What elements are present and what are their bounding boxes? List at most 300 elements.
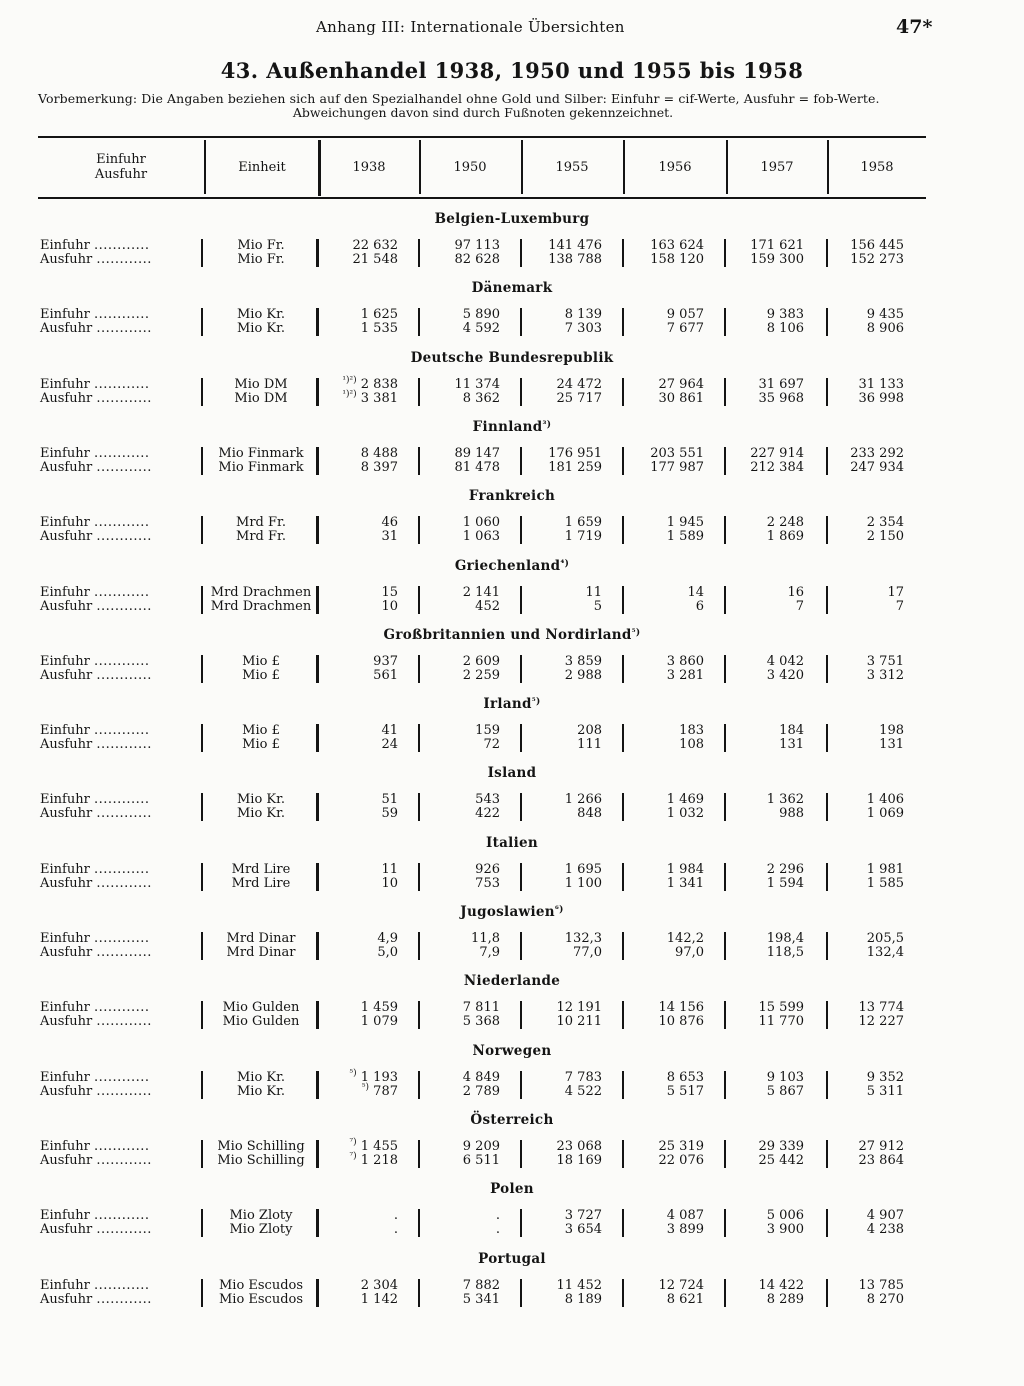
value-text: 3 899 bbox=[666, 1222, 704, 1238]
value-text: 198,4 bbox=[766, 931, 804, 946]
value-cell bbox=[728, 877, 804, 891]
country-block bbox=[0, 419, 1024, 489]
leader-dots: ............ bbox=[96, 390, 152, 406]
column-bar bbox=[520, 308, 522, 336]
import-row bbox=[0, 1001, 1024, 1015]
value-cell bbox=[522, 946, 602, 960]
value-cell bbox=[522, 1154, 602, 1168]
value-text: 8 362 bbox=[462, 390, 500, 406]
value-text: 3 751 bbox=[866, 653, 904, 669]
value-text: 25 717 bbox=[556, 390, 602, 406]
value-text: 8 139 bbox=[564, 307, 602, 323]
value-cell bbox=[420, 946, 500, 960]
value-cell bbox=[420, 253, 500, 267]
value-text: 2 248 bbox=[766, 515, 804, 531]
column-bar bbox=[826, 1279, 828, 1307]
country-name bbox=[0, 350, 1024, 366]
export-label-text: Ausfuhr bbox=[40, 737, 93, 753]
import-row bbox=[0, 793, 1024, 807]
column-bar bbox=[724, 308, 726, 336]
value-cell bbox=[826, 1001, 904, 1015]
value-cell bbox=[320, 239, 398, 253]
value-text: 18 169 bbox=[556, 1152, 602, 1168]
country-name-text: Griechenland bbox=[454, 557, 561, 574]
value-text: 41 bbox=[381, 723, 398, 739]
column-bar bbox=[520, 447, 522, 475]
value-cell bbox=[420, 392, 500, 406]
value-text: 7 811 bbox=[462, 1000, 500, 1016]
value-cell bbox=[728, 863, 804, 877]
leader-dots: ............ bbox=[96, 529, 152, 545]
value-text: 10 bbox=[381, 598, 398, 614]
value-cell bbox=[826, 669, 904, 683]
value-text: 108 bbox=[679, 737, 704, 753]
column-bar bbox=[622, 1279, 624, 1307]
value-cell bbox=[826, 793, 904, 807]
value-text: 156 445 bbox=[850, 238, 904, 253]
value-text: 2 789 bbox=[462, 1083, 500, 1099]
value-text: 31 133 bbox=[858, 376, 904, 392]
value-cell bbox=[420, 378, 500, 392]
value-text: 8 906 bbox=[866, 321, 904, 337]
value-cell bbox=[320, 1015, 398, 1029]
country-name bbox=[0, 488, 1024, 504]
column-bar bbox=[316, 1279, 319, 1307]
value-cell bbox=[624, 1140, 704, 1154]
value-text: 59 bbox=[381, 806, 398, 822]
value-text: 14 bbox=[687, 584, 704, 600]
column-bar bbox=[826, 308, 828, 336]
value-text: 4 907 bbox=[866, 1208, 904, 1224]
running-title: Anhang III: Internationale Übersichten bbox=[316, 18, 625, 36]
leader-dots: ............ bbox=[93, 1138, 150, 1154]
import-label-text: Einfuhr bbox=[40, 238, 90, 253]
leader-dots: ............ bbox=[96, 1152, 152, 1168]
country-block bbox=[0, 558, 1024, 628]
value-text: 1 695 bbox=[564, 861, 602, 877]
import-label bbox=[40, 655, 195, 669]
value-cell bbox=[522, 308, 602, 322]
value-text: 176 951 bbox=[548, 445, 602, 461]
value-cell bbox=[624, 600, 704, 614]
value-text: 97,0 bbox=[675, 945, 704, 960]
import-label-text: Einfuhr bbox=[40, 931, 90, 946]
leader-dots: ............ bbox=[96, 806, 152, 822]
value-cell bbox=[826, 1015, 904, 1029]
column-bar bbox=[201, 1071, 203, 1099]
value-cell bbox=[420, 1085, 500, 1099]
value-cell bbox=[624, 793, 704, 807]
leader-dots: ............ bbox=[96, 945, 152, 960]
value-cell bbox=[522, 378, 602, 392]
column-bar bbox=[201, 932, 203, 960]
column-bar bbox=[622, 447, 624, 475]
value-text: 1 625 bbox=[360, 307, 398, 323]
value-text: 5 890 bbox=[462, 307, 500, 323]
value-cell bbox=[420, 1279, 500, 1293]
leader-dots: ............ bbox=[93, 1000, 150, 1016]
column-bar bbox=[724, 1071, 726, 1099]
unit-cell: Mio Escudos bbox=[218, 1277, 304, 1293]
export-label bbox=[40, 1015, 195, 1029]
value-text: 2 141 bbox=[462, 584, 500, 600]
value-text: 23 068 bbox=[556, 1138, 602, 1154]
value-text: 1 984 bbox=[666, 861, 704, 877]
header-bottom-rule bbox=[38, 197, 926, 199]
value-text: 11,8 bbox=[471, 931, 500, 946]
value-cell bbox=[728, 530, 804, 544]
value-text: 9 435 bbox=[866, 307, 904, 323]
import-label-text: Einfuhr bbox=[40, 445, 90, 461]
value-text: 787 bbox=[373, 1083, 398, 1099]
value-text: 926 bbox=[475, 861, 500, 877]
value-cell bbox=[420, 239, 500, 253]
column-bar bbox=[724, 1279, 726, 1307]
export-label bbox=[40, 669, 195, 683]
value-text: 8 189 bbox=[564, 1291, 602, 1307]
export-row bbox=[0, 322, 1024, 336]
import-label-text: Einfuhr bbox=[40, 1138, 90, 1154]
export-label-text: Ausfuhr bbox=[40, 1014, 93, 1030]
import-row bbox=[0, 447, 1024, 461]
leader-dots: ............ bbox=[93, 723, 150, 739]
value-cell bbox=[320, 655, 398, 669]
value-text: 111 bbox=[577, 737, 602, 753]
column-bar bbox=[520, 516, 522, 544]
value-text: 9 103 bbox=[766, 1069, 804, 1085]
column-bar bbox=[826, 516, 828, 544]
export-label bbox=[40, 1293, 195, 1307]
value-text: 12 724 bbox=[658, 1277, 704, 1293]
value-text: 227 914 bbox=[750, 445, 804, 461]
value-text: 46 bbox=[381, 515, 398, 531]
value-text: 89 147 bbox=[454, 445, 500, 461]
import-label bbox=[40, 239, 195, 253]
value-cell bbox=[320, 669, 398, 683]
value-text: 10 bbox=[381, 875, 398, 891]
column-bar bbox=[201, 308, 203, 336]
value-cell bbox=[826, 655, 904, 669]
value-cell bbox=[826, 600, 904, 614]
column-bar bbox=[201, 724, 203, 752]
leader-dots: ............ bbox=[93, 1069, 150, 1085]
value-cell bbox=[728, 1140, 804, 1154]
export-label-text: Ausfuhr bbox=[40, 806, 93, 822]
value-text: 22 076 bbox=[658, 1152, 704, 1168]
value-cell bbox=[320, 1082, 398, 1099]
column-bar bbox=[316, 1140, 319, 1168]
value-cell bbox=[826, 516, 904, 530]
value-cell bbox=[522, 253, 602, 267]
value-cell bbox=[728, 308, 804, 322]
value-text: . bbox=[393, 1222, 398, 1238]
value-text: 2 150 bbox=[866, 529, 904, 545]
country-name bbox=[0, 904, 1024, 920]
value-text: 3 312 bbox=[866, 667, 904, 683]
country-name-text: Österreich bbox=[470, 1111, 554, 1128]
value-cell bbox=[420, 586, 500, 600]
column-bar bbox=[622, 1209, 624, 1237]
value-text: 30 861 bbox=[658, 390, 704, 406]
value-cell bbox=[624, 447, 704, 461]
value-cell bbox=[728, 1209, 804, 1223]
column-bar bbox=[418, 1071, 420, 1099]
value-cell bbox=[728, 1001, 804, 1015]
leader-dots: ............ bbox=[93, 376, 150, 392]
value-cell bbox=[320, 738, 398, 752]
value-cell bbox=[826, 530, 904, 544]
value-cell bbox=[624, 1293, 704, 1307]
column-bar bbox=[418, 586, 420, 614]
value-text: 11 452 bbox=[556, 1277, 602, 1293]
column-bar bbox=[316, 378, 319, 406]
value-text: 1 869 bbox=[766, 529, 804, 545]
column-bar bbox=[622, 1071, 624, 1099]
value-cell bbox=[826, 738, 904, 752]
value-text: 11 bbox=[585, 584, 602, 600]
column-bar bbox=[201, 1001, 203, 1029]
value-text: 31 bbox=[381, 529, 398, 545]
country-block bbox=[0, 627, 1024, 697]
value-cell bbox=[728, 378, 804, 392]
value-text: 9 057 bbox=[666, 307, 704, 323]
value-text: 937 bbox=[373, 653, 398, 669]
value-cell bbox=[320, 1223, 398, 1237]
country-name bbox=[0, 696, 1024, 712]
country-name-text: Jugoslawien bbox=[460, 904, 555, 920]
value-cell bbox=[522, 669, 602, 683]
unit-cell: Mio DM bbox=[234, 390, 288, 406]
country-footnote: ³) bbox=[542, 419, 552, 430]
column-bar bbox=[622, 516, 624, 544]
country-name bbox=[0, 1181, 1024, 1197]
value-text: 11 374 bbox=[454, 376, 500, 392]
import-row bbox=[0, 1279, 1024, 1293]
value-cell bbox=[728, 1085, 804, 1099]
column-bar bbox=[316, 447, 319, 475]
value-cell bbox=[320, 1068, 398, 1085]
value-cell bbox=[728, 669, 804, 683]
value-cell bbox=[522, 738, 602, 752]
export-label bbox=[40, 253, 195, 267]
note-line-2: Abweichungen davon sind durch Fußnoten gekennzeichnet. bbox=[292, 105, 674, 120]
value-text: 2 988 bbox=[564, 667, 602, 683]
leader-dots: ............ bbox=[93, 861, 150, 877]
value-cell bbox=[420, 1154, 500, 1168]
value-cell bbox=[420, 669, 500, 683]
value-cell bbox=[522, 516, 602, 530]
value-cell bbox=[624, 1071, 704, 1085]
header-flow-line2: Ausfuhr bbox=[94, 167, 148, 182]
export-row bbox=[0, 1223, 1024, 1237]
export-label-text: Ausfuhr bbox=[40, 252, 93, 267]
import-label-text: Einfuhr bbox=[40, 1000, 90, 1016]
column-bar bbox=[418, 1209, 420, 1237]
value-cell bbox=[320, 793, 398, 807]
value-text: 3 860 bbox=[666, 653, 704, 669]
value-cell bbox=[320, 932, 398, 946]
value-cell bbox=[728, 253, 804, 267]
column-bar bbox=[724, 1001, 726, 1029]
value-cell bbox=[624, 516, 704, 530]
unit-cell: Mio Schilling bbox=[217, 1138, 305, 1154]
export-row bbox=[0, 389, 1024, 406]
value-text: 205,5 bbox=[866, 931, 904, 946]
import-label-text: Einfuhr bbox=[40, 1069, 90, 1085]
column-bar bbox=[826, 1071, 828, 1099]
value-cell bbox=[826, 1085, 904, 1099]
value-text: 25 442 bbox=[758, 1152, 804, 1168]
value-text: 1 659 bbox=[564, 515, 602, 531]
country-footnote: ⁵) bbox=[531, 697, 541, 708]
value-text: 131 bbox=[879, 737, 904, 753]
export-label bbox=[40, 738, 195, 752]
value-cell bbox=[728, 738, 804, 752]
column-bar bbox=[201, 1279, 203, 1307]
column-bar bbox=[520, 793, 522, 821]
column-bar bbox=[724, 239, 726, 267]
column-bar bbox=[316, 1001, 319, 1029]
column-bar bbox=[622, 793, 624, 821]
country-name bbox=[0, 765, 1024, 781]
unit-cell: Mio £ bbox=[242, 723, 280, 739]
value-cell bbox=[624, 378, 704, 392]
value-cell bbox=[420, 530, 500, 544]
value-cell bbox=[624, 1223, 704, 1237]
export-label bbox=[40, 877, 195, 891]
import-label bbox=[40, 793, 195, 807]
column-bar bbox=[418, 1279, 420, 1307]
value-text: 1 069 bbox=[866, 806, 904, 822]
value-text: 7,9 bbox=[479, 945, 500, 960]
column-bar bbox=[520, 1071, 522, 1099]
value-text: 35 968 bbox=[758, 390, 804, 406]
column-bar bbox=[520, 655, 522, 683]
value-cell bbox=[624, 1154, 704, 1168]
import-row bbox=[0, 1068, 1024, 1085]
country-name-text: Irland bbox=[483, 696, 532, 713]
value-text: 5,0 bbox=[377, 945, 398, 960]
export-label bbox=[40, 946, 195, 960]
value-cell bbox=[826, 1154, 904, 1168]
column-bar bbox=[201, 793, 203, 821]
value-cell bbox=[420, 1209, 500, 1223]
value-cell bbox=[320, 447, 398, 461]
export-label-text: Ausfuhr bbox=[40, 1152, 93, 1168]
unit-cell: Mrd Drachmen bbox=[210, 598, 312, 614]
value-cell bbox=[826, 308, 904, 322]
export-label-text: Ausfuhr bbox=[40, 598, 93, 614]
value-cell bbox=[624, 655, 704, 669]
country-block bbox=[0, 904, 1024, 974]
value-cell bbox=[624, 253, 704, 267]
column-bar bbox=[724, 1209, 726, 1237]
value-cell bbox=[728, 724, 804, 738]
value-text: 132,4 bbox=[866, 945, 904, 960]
header-year: 1958 bbox=[860, 159, 894, 175]
value-text: 25 319 bbox=[658, 1138, 704, 1154]
country-block bbox=[0, 350, 1024, 420]
unit-cell: Mio Kr. bbox=[236, 806, 286, 822]
import-label-text: Einfuhr bbox=[40, 1208, 90, 1224]
column-bar bbox=[622, 239, 624, 267]
value-cell bbox=[624, 1279, 704, 1293]
value-cell bbox=[522, 1071, 602, 1085]
value-text: 6 bbox=[695, 598, 704, 614]
table-title: 43. Außenhandel 1938, 1950 und 1955 bis 1958 bbox=[220, 58, 804, 83]
leader-dots: ............ bbox=[93, 792, 150, 808]
value-text: 7 783 bbox=[564, 1069, 602, 1085]
export-label-text: Ausfuhr bbox=[40, 667, 93, 683]
value-cell bbox=[624, 461, 704, 475]
value-cell bbox=[826, 1293, 904, 1307]
column-bar bbox=[418, 863, 420, 891]
column-bar bbox=[724, 863, 726, 891]
value-text: 31 697 bbox=[758, 376, 804, 392]
column-bar bbox=[418, 516, 420, 544]
import-row bbox=[0, 724, 1024, 738]
import-label bbox=[40, 1140, 195, 1154]
value-cell bbox=[320, 461, 398, 475]
import-label bbox=[40, 1279, 195, 1293]
column-bar bbox=[201, 447, 203, 475]
column-bar bbox=[316, 655, 319, 683]
value-text: 118,5 bbox=[766, 945, 804, 960]
country-block bbox=[0, 488, 1024, 558]
import-row bbox=[0, 516, 1024, 530]
country-name-text: Portugal bbox=[478, 1250, 546, 1267]
country-block bbox=[0, 1181, 1024, 1251]
value-cell bbox=[624, 239, 704, 253]
value-text: 1 585 bbox=[866, 875, 904, 891]
value-text: 14 422 bbox=[758, 1277, 804, 1293]
country-name-text: Italien bbox=[485, 834, 539, 851]
unit-cell: Mrd Dinar bbox=[226, 931, 296, 946]
value-text: 5 867 bbox=[766, 1083, 804, 1099]
value-text: 82 628 bbox=[454, 252, 500, 267]
value-cell bbox=[624, 738, 704, 752]
value-cell bbox=[522, 877, 602, 891]
value-cell bbox=[624, 877, 704, 891]
value-cell bbox=[420, 516, 500, 530]
value-cell bbox=[522, 600, 602, 614]
value-text: 8 488 bbox=[360, 445, 398, 461]
column-bar bbox=[418, 239, 420, 267]
column-bar bbox=[316, 1071, 319, 1099]
value-cell bbox=[522, 724, 602, 738]
import-label-text: Einfuhr bbox=[40, 307, 90, 323]
header-year: 1957 bbox=[760, 159, 794, 175]
value-cell bbox=[522, 807, 602, 821]
country-block bbox=[0, 835, 1024, 905]
value-cell bbox=[624, 322, 704, 336]
value-text: 753 bbox=[475, 875, 500, 891]
country-name-text: Deutsche Bundesrepublik bbox=[410, 349, 614, 366]
unit-cell: Mio DM bbox=[234, 376, 288, 392]
value-cell bbox=[320, 1137, 398, 1154]
value-footnote: ⁷) bbox=[349, 1151, 357, 1162]
column-bar bbox=[418, 447, 420, 475]
column-bar bbox=[724, 447, 726, 475]
import-label bbox=[40, 724, 195, 738]
value-text: 3 281 bbox=[666, 667, 704, 683]
value-text: 452 bbox=[475, 598, 500, 614]
value-text: 11 770 bbox=[758, 1014, 804, 1030]
value-text: 177 987 bbox=[650, 459, 704, 475]
column-bar bbox=[826, 724, 828, 752]
unit-cell: Mio £ bbox=[242, 653, 280, 669]
value-cell bbox=[624, 807, 704, 821]
